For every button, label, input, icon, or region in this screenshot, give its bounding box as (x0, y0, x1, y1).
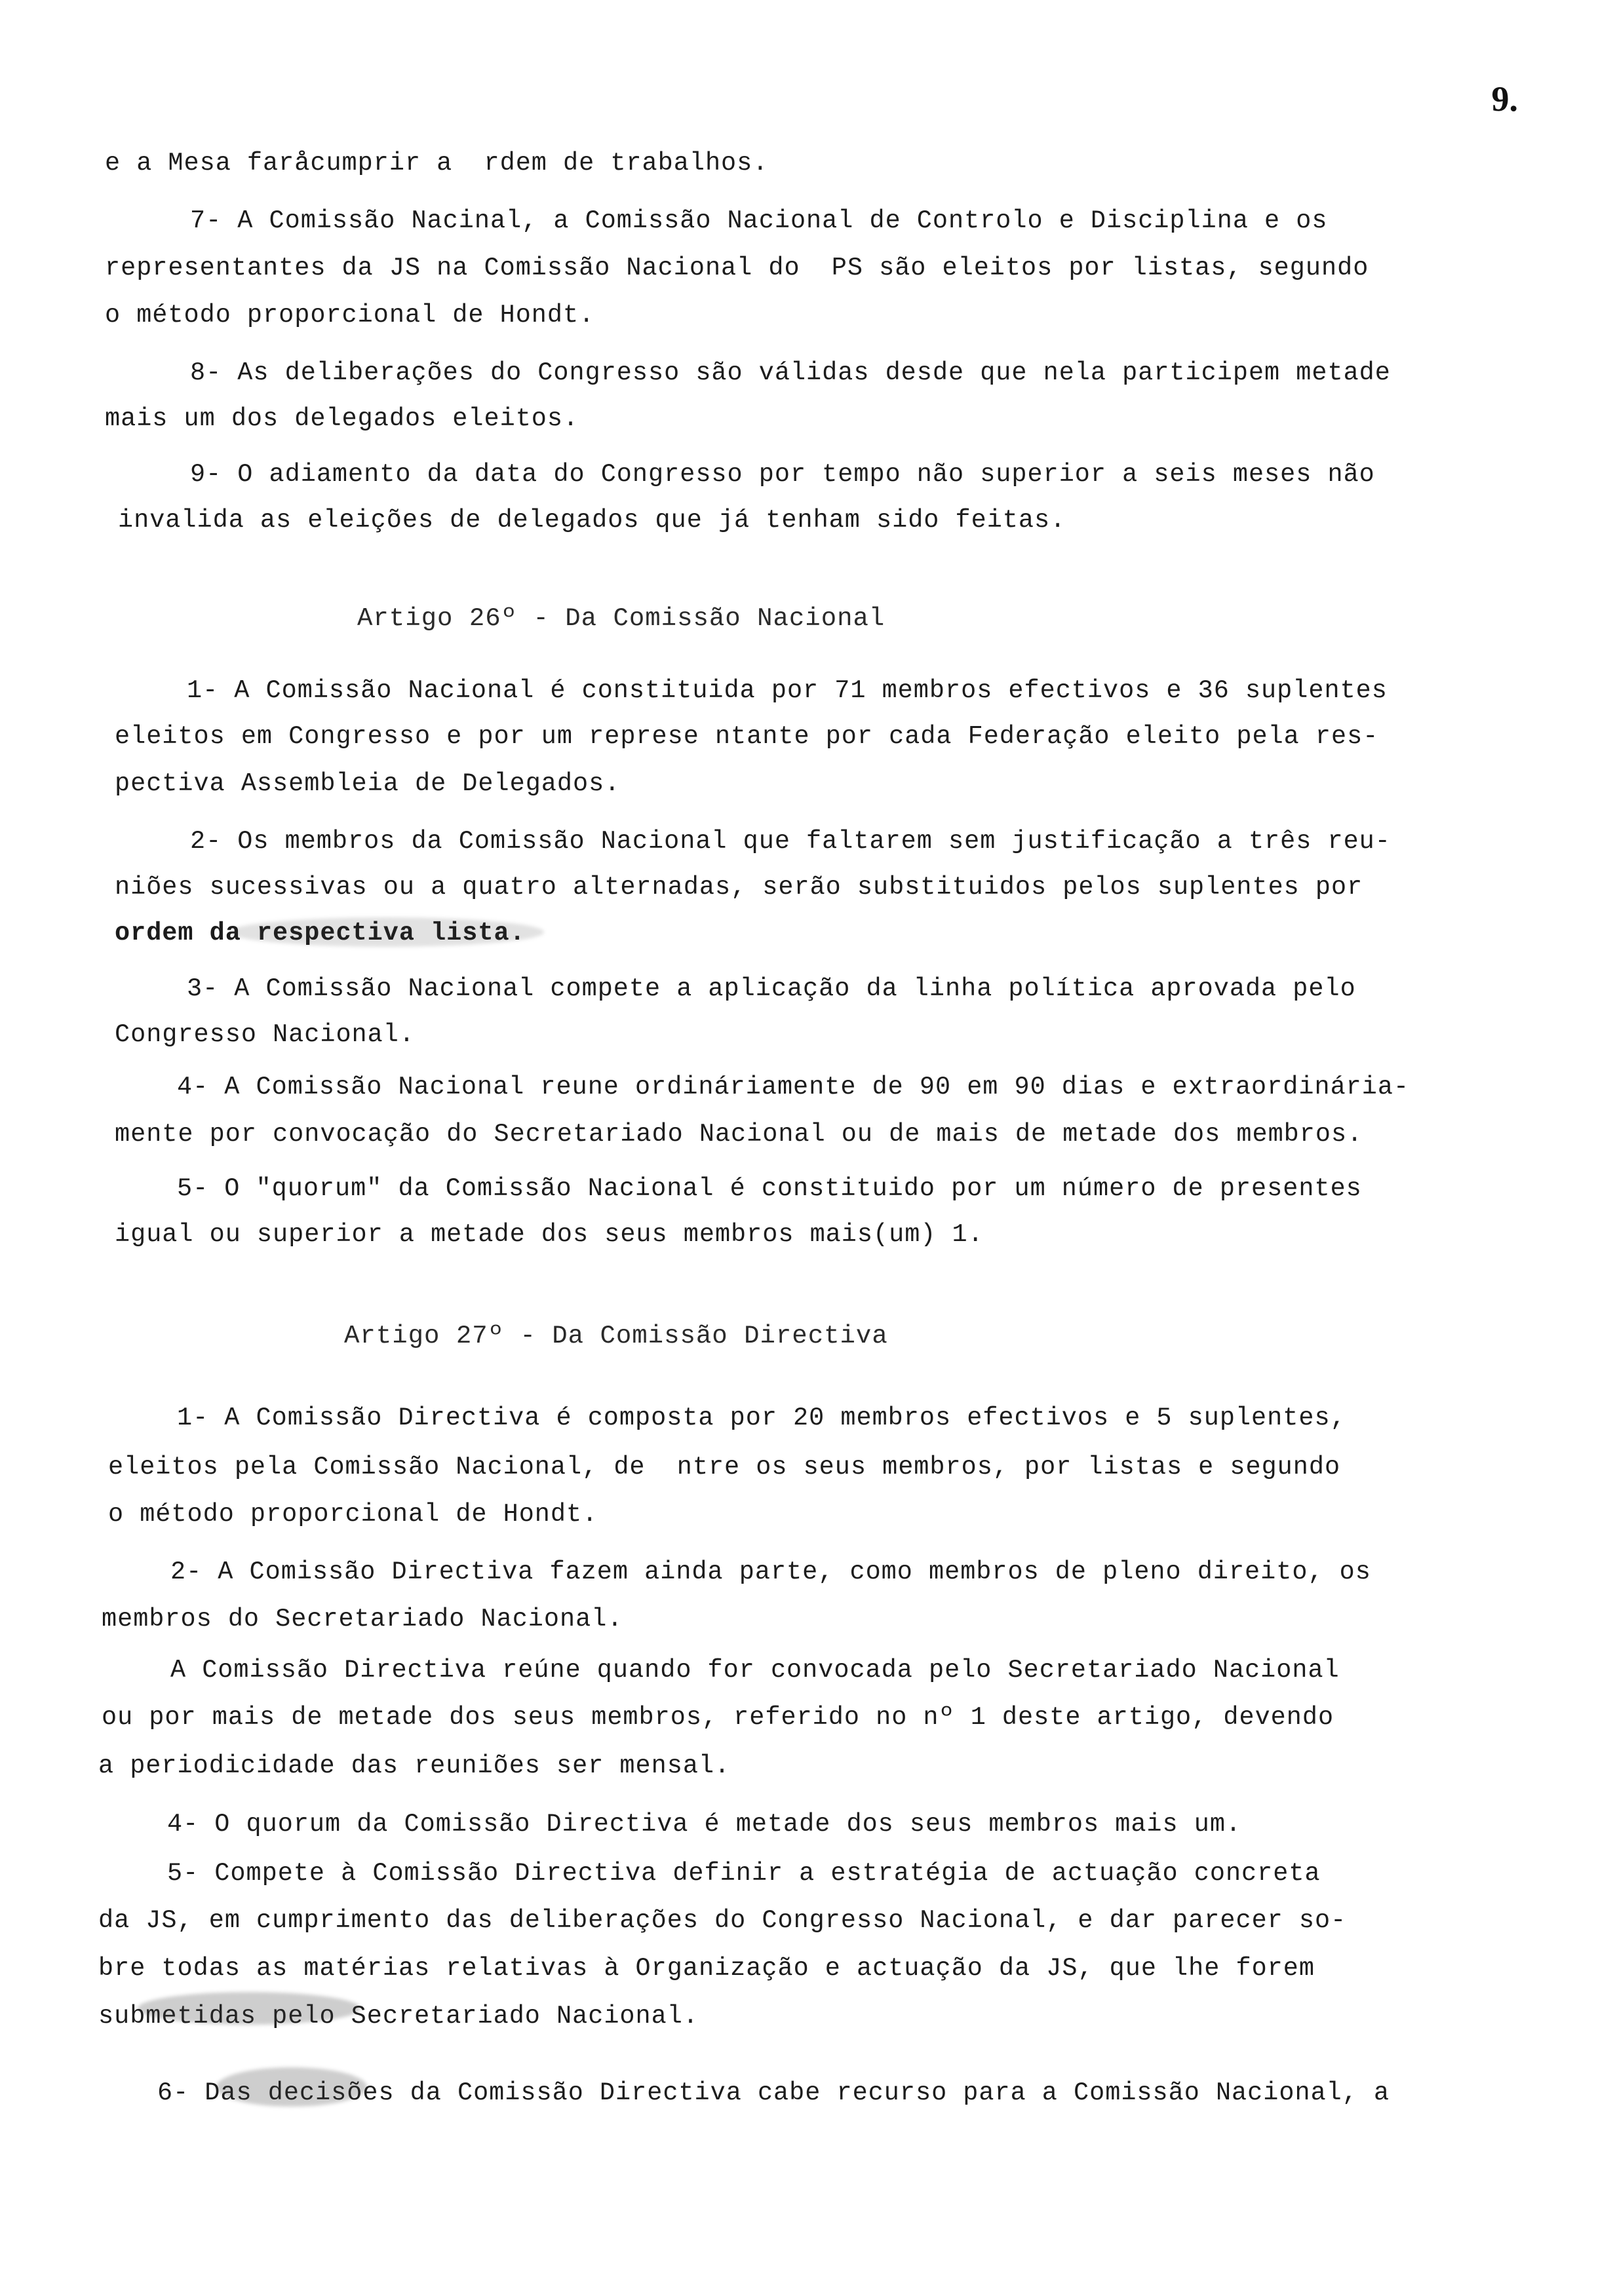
ink-smudge (216, 2067, 367, 2107)
text-line: 1- A Comissão Nacional é constituida por 71 membros efectivos e 36 suplentes (187, 676, 1388, 705)
text-line: 4- A Comissão Nacional reune ordináriamente de 90 em 90 dias e extraordinária- (177, 1073, 1410, 1101)
page-number: 9. (1491, 79, 1518, 119)
text-line: representantes da JS na Comissão Nacional do PS são eleitos por listas, segundo (105, 254, 1369, 282)
text-line: 2- A Comissão Directiva fazem ainda parte, como membros de pleno direito, os (170, 1558, 1371, 1586)
text-line: igual ou superior a metade dos seus membros mais(um) 1. (115, 1220, 984, 1249)
text-line: A Comissão Directiva reúne quando for convocada pelo Secretariado Nacional (170, 1656, 1340, 1685)
text-line: 3- A Comissão Nacional compete a aplicação da linha política aprovada pelo (187, 974, 1356, 1003)
text-line: pectiva Assembleia de Delegados. (115, 769, 621, 798)
text-line: eleitos em Congresso e por um represe ntante por cada Federação eleito pela res- (115, 722, 1379, 751)
text-line: 1- A Comissão Directiva é composta por 20 membros efectivos e 5 suplentes, (177, 1404, 1346, 1432)
article-heading: Artigo 26º - Da Comissão Nacional (357, 604, 885, 633)
text-line: invalida as eleições de delegados que já tenham sido feitas. (118, 506, 1066, 535)
text-line: a periodicidade das reuniões ser mensal. (98, 1751, 731, 1780)
text-line: 4- O quorum da Comissão Directiva é metade dos seus membros mais um. (167, 1810, 1242, 1839)
text-line: Congresso Nacional. (115, 1020, 415, 1049)
text-line: 7- A Comissão Nacinal, a Comissão Nacional de Controlo e Disciplina e os (190, 206, 1328, 235)
ink-smudge (138, 1992, 360, 2025)
text-line: 9- O adiamento da data do Congresso por tempo não superior a seis meses não (190, 460, 1375, 489)
text-line: 8- As deliberações do Congresso são válidas desde que nela participem metade (190, 358, 1391, 387)
text-line: 5- O "quorum" da Comissão Nacional é constituido por um número de presentes (177, 1174, 1362, 1203)
text-line: 5- Compete à Comissão Directiva definir a estratégia de actuação concreta (167, 1859, 1321, 1888)
text-line: 2- Os membros da Comissão Nacional que faltarem sem justificação a três reu- (190, 827, 1391, 856)
text-line: bre todas as matérias relativas à Organização e actuação da JS, que lhe forem (98, 1954, 1315, 1983)
article-heading: Artigo 27º - Da Comissão Directiva (344, 1322, 888, 1350)
text-line: da JS, em cumprimento das deliberações do Congresso Nacional, e dar parecer so- (98, 1906, 1347, 1935)
text-line: ordem da respectiva lista. (115, 919, 526, 947)
text-line: submetidas pelo Secretariado Nacional. (98, 2002, 699, 2031)
text-line: mais um dos delegados eleitos. (105, 404, 579, 433)
text-line: 6- Das decisões da Comissão Directiva cabe recurso para a Comissão Nacional, a (157, 2078, 1390, 2107)
text-line: o método proporcional de Hondt. (105, 301, 595, 330)
text-line: e a Mesa faråcumprir a rdem de trabalhos. (105, 149, 769, 178)
text-line: niões sucessivas ou a quatro alternadas, serão substituidos pelos suplentes por (115, 873, 1363, 902)
text-line: mente por convocação do Secretariado Nacional ou de mais de metade dos membros. (115, 1120, 1363, 1149)
text-line: eleitos pela Comissão Nacional, de ntre os seus membros, por listas e segundo (108, 1453, 1341, 1482)
text-line: o método proporcional de Hondt. (108, 1500, 598, 1529)
text-line: membros do Secretariado Nacional. (102, 1605, 623, 1634)
text-line: ou por mais de metade dos seus membros, referido no nº 1 deste artigo, devendo (102, 1703, 1334, 1732)
ink-smudge (229, 917, 544, 947)
